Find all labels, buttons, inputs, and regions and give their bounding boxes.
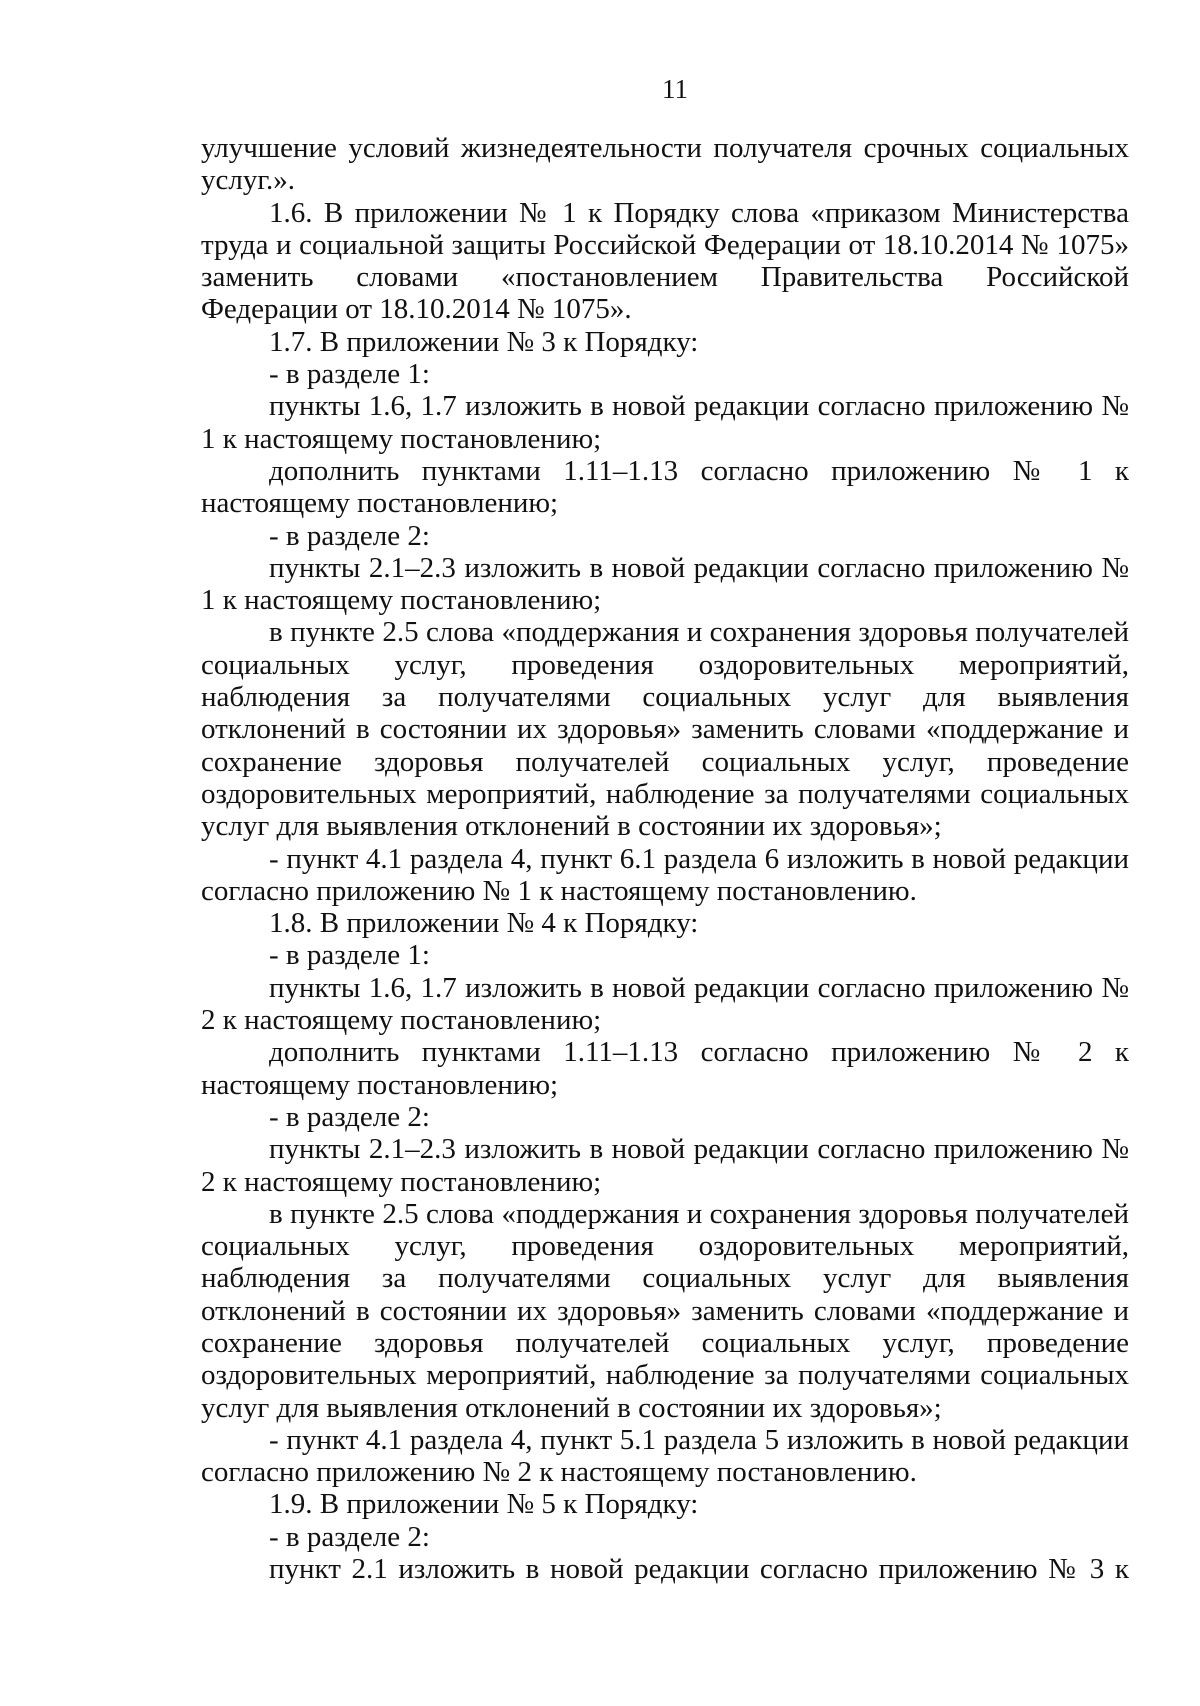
paragraph-item: пункты 1.6, 1.7 изложить в новой редакции согласно приложению № 1 к настоящему постановлению; (201, 390, 1129, 455)
page-number: 11 (662, 74, 688, 104)
document-body (201, 132, 1129, 1585)
paragraph-item: пункты 1.6, 1.7 изложить в новой редакции согласно приложению № 2 к настоящему постановлению; (201, 971, 1129, 1037)
section-1-heading: - в разделе 1: (269, 358, 430, 391)
section-2-heading: - в разделе 2: (269, 1520, 430, 1553)
paragraph-item: пункты 2.1–2.3 изложить в новой редакции согласно приложению № 1 к настоящему постановлению; (201, 551, 1129, 617)
paragraph-1-7: 1.7. В приложении № 3 к Порядку: (269, 325, 699, 358)
paragraph-item: дополнить пунктами 1.11–1.13 согласно приложению № 2 к настоящему постановлению; (201, 1036, 1129, 1101)
paragraph-1-8: 1.8. В приложении № 4 к Порядку: (269, 907, 699, 940)
section-2-heading: - в разделе 2: (269, 1100, 430, 1133)
paragraph-item: дополнить пунктами 1.11–1.13 согласно приложению № 1 к настоящему постановлению; (201, 454, 1129, 520)
paragraph-item: пункт 2.1 изложить в новой редакции согласно приложению № 3 к (269, 1553, 1129, 1586)
paragraph-item: - пункт 4.1 раздела 4, пункт 6.1 раздела 6 изложить в новой редакции согласно приложению № 1 к настоящему постановлению. (201, 842, 1129, 907)
paragraph-item: пункты 2.1–2.3 изложить в новой редакции согласно приложению № 2 к настоящему постановлению; (201, 1133, 1129, 1198)
section-2-heading: - в разделе 2: (269, 519, 430, 552)
paragraph-continuation: улучшение условий жизнедеятельности получателя срочных социальных услуг.». (201, 132, 1129, 197)
paragraph-1-9: 1.9. В приложении № 5 к Порядку: (269, 1488, 699, 1521)
paragraph-item: - пункт 4.1 раздела 4, пункт 5.1 раздела 5 изложить в новой редакции согласно приложению № 2 к настоящему постановлению. (201, 1423, 1129, 1489)
section-1-heading: - в разделе 1: (269, 939, 430, 972)
paragraph-item: в пункте 2.5 слова «поддержания и сохранения здоровья получателей социальных услуг, проведения оздоровительных мероприятий, наблюдения за получателями социальных услуг для выявления отклонений в состоянии их здоровья» заменить словами «поддержание и сохранение здоровья получателей социальных услуг, проведение оздоровительных мероприятий, наблюдение за получателями социальных услуг для выявления отклонений в состоянии их здоровья»; (201, 1197, 1129, 1424)
paragraph-1-6: 1.6. В приложении № 1 к Порядку слова «приказом Министерства труда и социальной защиты Российской Федерации от 18.10.2014 № 1075» заменить словами «постановлением Правительства Российской Федерации от 18.10.2014 № 1075». (201, 196, 1129, 326)
paragraph-item: в пункте 2.5 слова «поддержания и сохранения здоровья получателей социальных услуг, проведения оздоровительных мероприятий, наблюдения за получателями социальных услуг для выявления отклонений в состоянии их здоровья» заменить словами «поддержание и сохранение здоровья получателей социальных услуг, проведение оздоровительных мероприятий, наблюдение за получателями социальных услуг для выявления отклонений в состоянии их здоровья»; (201, 616, 1129, 843)
